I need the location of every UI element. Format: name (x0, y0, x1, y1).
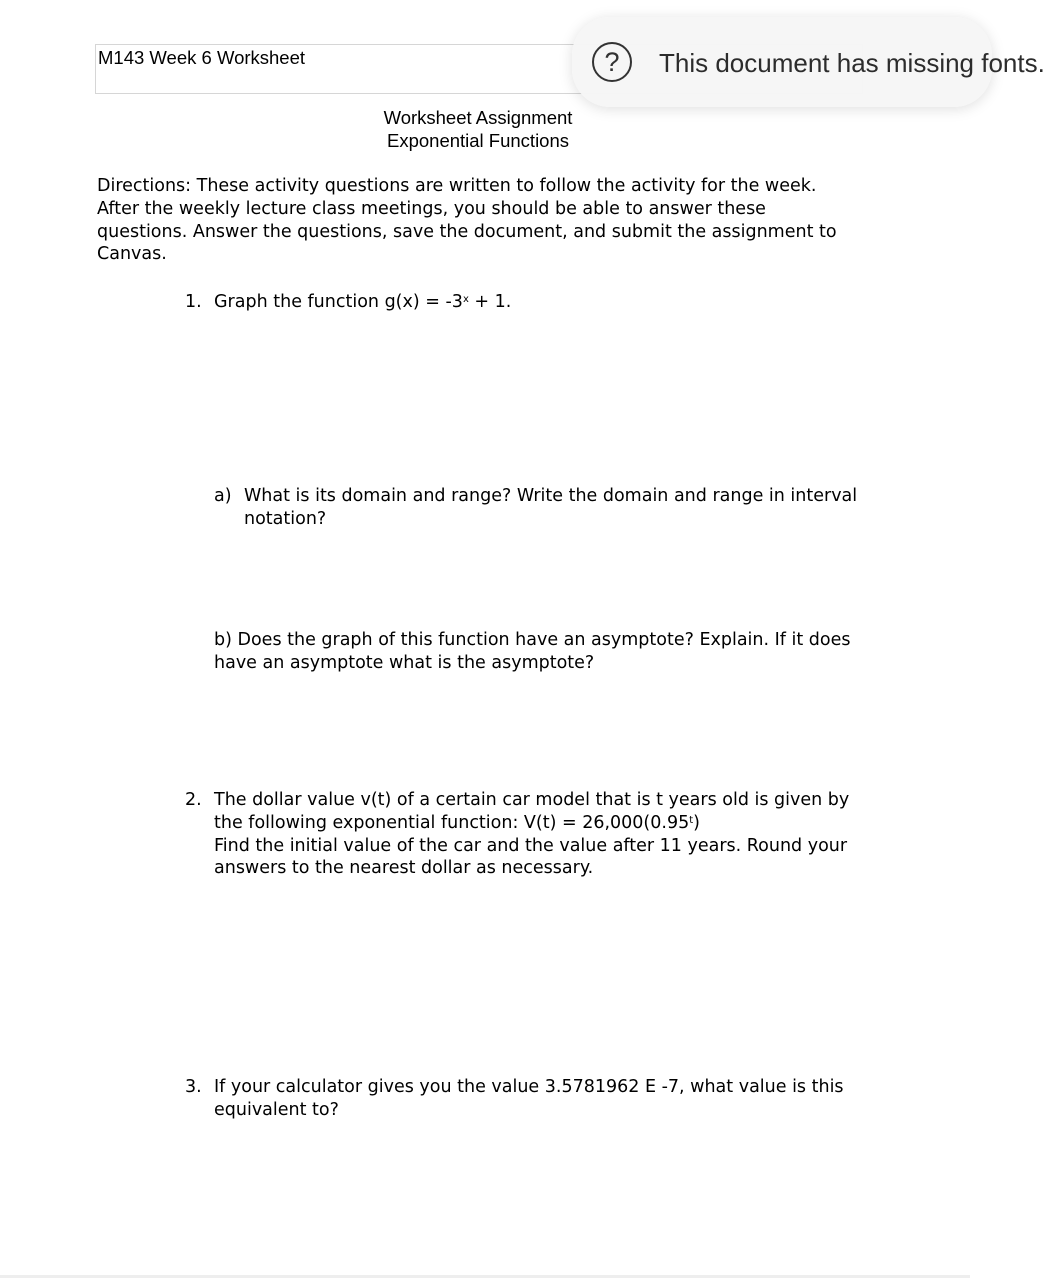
question-2-line: The dollar value v(t) of a certain car model that is t years old is given by (214, 790, 850, 810)
missing-fonts-text: This document has missing fonts. (659, 48, 1045, 78)
missing-fonts-notice[interactable] (572, 17, 1045, 107)
question-3-line: equivalent to? (214, 1099, 339, 1120)
question-2-number: 2. (185, 790, 202, 810)
directions-line: Directions: These activity questions are written to follow the activity for the week. (97, 176, 817, 196)
question-1b-line: b) Does the graph of this function have an asymptote? Explain. If it does (214, 630, 851, 650)
question-3-line: If your calculator gives you the value 3.5781962 E -7, what value is this (214, 1077, 844, 1097)
question-1a-text (244, 485, 857, 531)
question-3-number: 3. (185, 1077, 202, 1097)
question-1b-line: have an asymptote what is the asymptote? (214, 652, 595, 673)
header-title: M143 Week 6 Worksheet (98, 47, 306, 68)
question-1-text (214, 291, 511, 314)
question-2-line: Find the initial value of the car and the value after 11 years. Round your (214, 835, 848, 856)
title-line-2: Exponential Functions (386, 130, 570, 151)
title-line-1: Worksheet Assignment (383, 107, 573, 128)
question-1-function-end: + 1. (468, 292, 512, 312)
page-title (278, 106, 678, 152)
directions (97, 175, 837, 266)
question-2-function: the following exponential function: V(t) = 26,000(0.95 (214, 812, 690, 833)
question-2-text (214, 789, 849, 880)
question-1a-label: a) (214, 486, 232, 506)
question-1b-text (214, 629, 851, 675)
question-3-text (214, 1076, 844, 1122)
directions-line: Canvas. (97, 244, 167, 265)
question-1-exponent: x (462, 294, 469, 305)
question-2-line (214, 812, 849, 835)
question-circle-icon[interactable]: ? (592, 42, 632, 82)
directions-line: After the weekly lecture class meetings, you should be able to answer these (97, 198, 766, 219)
question-2-line: answers to the nearest dollar as necessary. (214, 858, 594, 879)
directions-line: questions. Answer the questions, save the document, and submit the assignment to (97, 221, 837, 242)
question-1-function: Graph the function g(x) = -3 (214, 292, 463, 312)
question-1a-line: notation? (244, 508, 327, 529)
question-1-number: 1. (185, 292, 202, 312)
question-2-exponent: t (689, 814, 694, 826)
question-2-function-end: ) (693, 812, 700, 833)
question-1a-line: What is its domain and range? Write the domain and range in interval (244, 486, 858, 506)
